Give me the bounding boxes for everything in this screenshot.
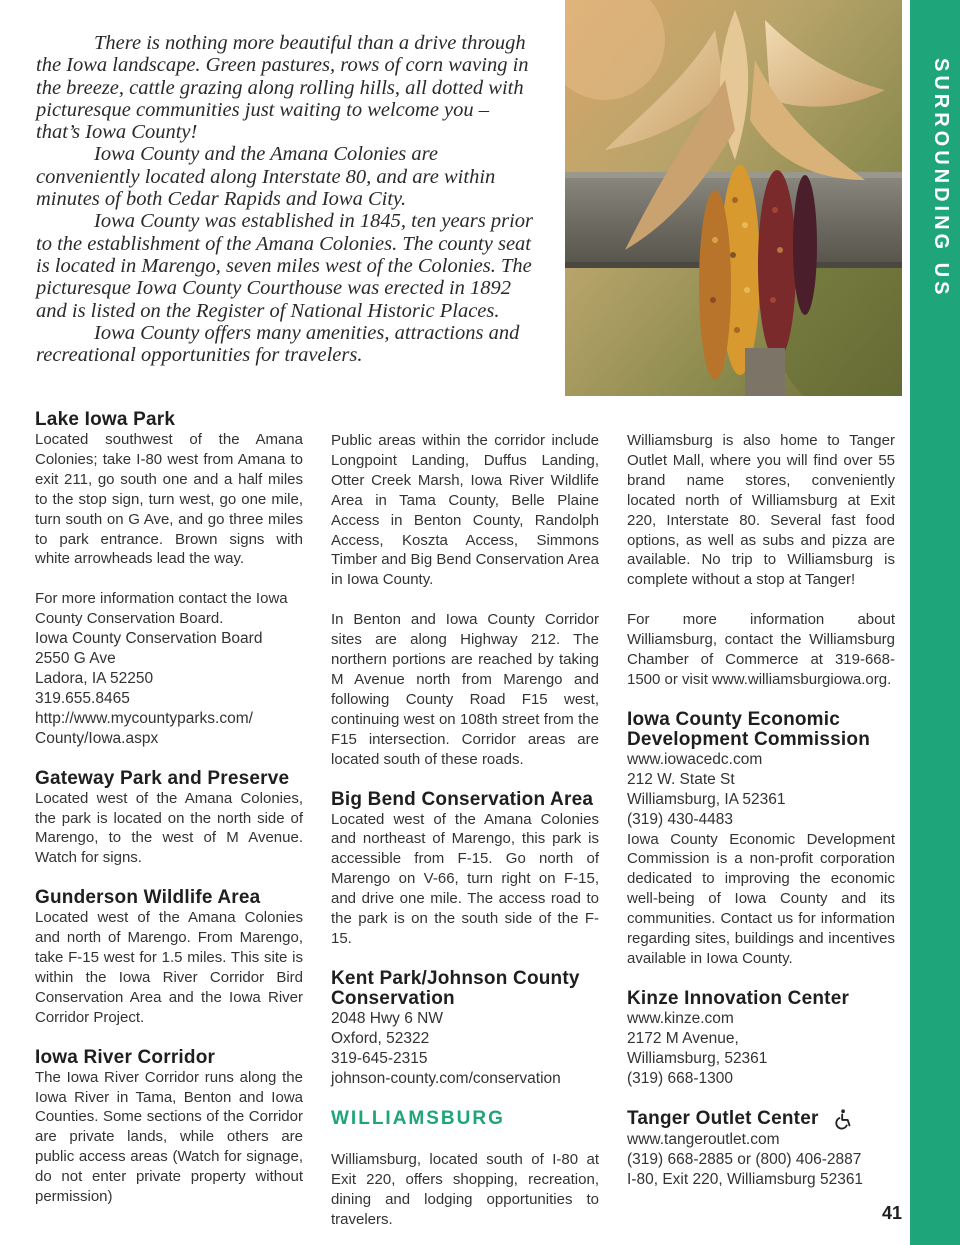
contact-phone: 319.655.8465 — [35, 689, 130, 707]
big-bend-title: Big Bend Conservation Area — [331, 788, 594, 810]
kent-park-phone: 319-645-2315 — [331, 1049, 428, 1067]
kinze-phone: (319) 668-1300 — [627, 1069, 733, 1087]
intro-text — [36, 32, 536, 366]
tanger-intro-text: Williamsburg is also home to Tanger Outlet Mall, where you will find over 55 brand name stores, conveniently located north of Williamsburg at Exit 220, Interstate 80. Several fast food options, as well as subs and pizza are available. No trip to Williamsburg is complete without a stop at Tanger! — [627, 432, 895, 589]
contact-url[interactable]: http://www.mycountyparks.com/ — [35, 709, 253, 727]
column-1 — [35, 410, 303, 1207]
page-number: 41 — [882, 1203, 903, 1223]
kent-park-street: 2048 Hwy 6 NW — [331, 1009, 443, 1027]
tanger-phone: (319) 668-2885 or (800) 406-2887 — [627, 1151, 862, 1169]
contact-intro: For more information contact the Iowa County Conservation Board. — [35, 590, 288, 628]
kinze-title: Kinze Innovation Center — [627, 987, 850, 1009]
kent-park-title: Kent Park/Johnson County — [331, 967, 580, 989]
tanger-address: I-80, Exit 220, Williamsburg 52361 — [627, 1171, 864, 1189]
sidebar-label: SURROUNDING US — [930, 58, 952, 299]
gunderson-title: Gunderson Wildlife Area — [35, 887, 261, 909]
intro-paragraph: Iowa County offers many amenities, attractions and recreational opportunities for travelers. — [36, 321, 520, 367]
tanger-title-row — [627, 1108, 895, 1130]
contact-street: 2550 G Ave — [35, 650, 116, 668]
public-areas-text: Public areas within the corridor include Longpoint Landing, Duffus Landing, Otter Creek Marsh, Iowa River Wildlife Area in Tama County, Belle Plaine Access in Benton County, Randolph Access, Koszta Access, Simmons Timber and Big Bend Conservation Area in Iowa County. — [331, 432, 599, 589]
williamsburg-body: Williamsburg, located south of I-80 at Exit 220, offers shopping, recreation, dining and lodging opportunities to travelers. — [331, 1151, 599, 1229]
williamsburg-heading: WILLIAMSBURG — [331, 1108, 505, 1130]
kinze-city: Williamsburg, 52361 — [627, 1049, 768, 1067]
lake-iowa-park-body: Located southwest of the Amana Colonies; take I-80 west from Amana to exit 211, go south one and a half miles to the stop sign, turn west, go one mile, turn south on G Ave, and go three miles to park entrance. Brown signs with white arrowheads lead the way. — [35, 431, 303, 568]
contact-org: Iowa County Conservation Board — [35, 630, 263, 648]
wheelchair-accessible-icon — [833, 1108, 855, 1130]
kent-park-city: Oxford, 52322 — [331, 1029, 430, 1047]
corn-photo — [565, 0, 902, 396]
iced-body: Iowa County Economic Development Commission is a non-profit corporation dedicated to improving the economic well-being of Iowa County and its communities. Contact us for information regarding sites, buildings and incentives available in Iowa County. — [627, 830, 895, 967]
kinze-url[interactable]: www.kinze.com — [627, 1009, 734, 1027]
iced-title: Iowa County Economic — [627, 708, 841, 730]
tanger-title: Tanger Outlet Center — [627, 1108, 819, 1130]
contact-url[interactable]: County/Iowa.aspx — [35, 729, 159, 747]
iced-street: 212 W. State St — [627, 770, 735, 788]
iowa-river-corridor-title: Iowa River Corridor — [35, 1046, 216, 1068]
intro-paragraph: Iowa County was established in 1845, ten years prior to the establishment of the Amana Colonies. The county seat is located in Marengo, seven miles west of the Colonies. The picturesque Iowa County Courthouse was erected in 1892 and is listed on the Register of National Historic Places. — [36, 210, 534, 322]
kent-park-url[interactable]: johnson-county.com/conservation — [331, 1069, 561, 1087]
tanger-url[interactable]: www.tangeroutlet.com — [627, 1131, 780, 1149]
big-bend-body: Located west of the Amana Colonies and northeast of Marengo, this park is accessible from F-15. Go north of Marengo on V-66, turn right on F-15, and drive one mile. The access road to the park is on the south side of the F-15. — [331, 810, 599, 947]
chamber-text: For more information about Williamsburg, contact the Williamsburg Chamber of Commerce at 319-668-1500 or visit www.williamsburgiowa.org. — [627, 611, 895, 688]
kinze-street: 2172 M Avenue, — [627, 1029, 739, 1047]
gunderson-body: Located west of the Amana Colonies and north of Marengo. From Marengo, take F-15 west for 1.5 miles. This site is within the Iowa River Corridor Bird Conservation Area and the Iowa River Corridor Project. — [35, 909, 303, 1026]
iowa-river-corridor-body: The Iowa River Corridor runs along the Iowa River in Tama, Benton and Iowa Counties. Some sections of the Corridor are private lands, while others are public access areas (Watch for signage, do not enter private property without permission) — [35, 1068, 303, 1206]
iced-city: Williamsburg, IA 52361 — [627, 790, 786, 808]
corridor-sites-text: In Benton and Iowa County Corridor sites are along Highway 212. The northern portions are reached by taking M Avenue north from Marengo and following County Road F15 west, continuing west on 108th street from the F15 intersection. Corridor areas are located south of these roads. — [331, 611, 599, 768]
intro-paragraph: There is nothing more beautiful than a drive through the Iowa landscape. Green pastures, rows of corn waving in the breeze, cattle grazing along rolling hills, all dotted with picturesque communities just waiting to welcome you – that’s Iowa County! — [36, 32, 529, 144]
kent-park-title: Conservation — [331, 987, 455, 1009]
iced-url[interactable]: www.iowacedc.com — [627, 750, 763, 768]
iced-title: Development Commission — [627, 728, 871, 750]
iced-phone: (319) 430-4483 — [627, 810, 733, 828]
lake-iowa-park-title: Lake Iowa Park — [35, 409, 176, 430]
column-2 — [331, 431, 599, 1230]
gateway-park-body: Located west of the Amana Colonies, the park is located on the north side of Marengo, to the west of M Avenue. Watch for signs. — [35, 789, 303, 867]
gateway-park-title: Gateway Park and Preserve — [35, 767, 290, 789]
intro-paragraph: Iowa County and the Amana Colonies are conveniently located along Interstate 80, and are within minutes of both Cedar Rapids and Iowa City. — [36, 143, 496, 211]
column-3 — [627, 431, 895, 1190]
contact-city: Ladora, IA 52250 — [35, 669, 154, 687]
